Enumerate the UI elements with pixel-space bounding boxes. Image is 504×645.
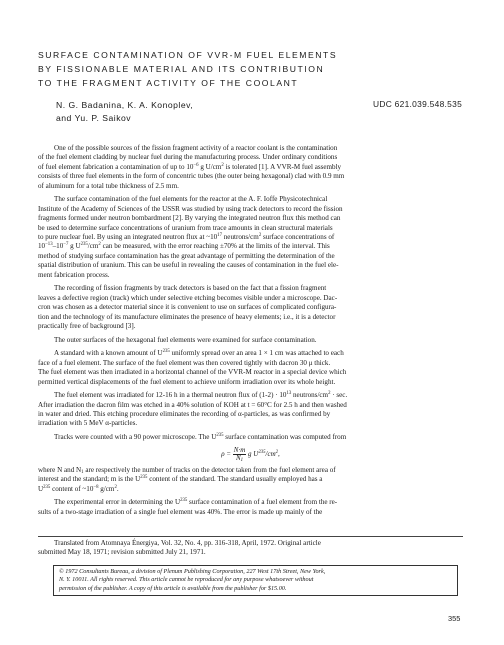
superscript: 2 (328, 391, 331, 397)
fraction-numerator: N·m (233, 445, 246, 454)
text: surface contamination was computed from (223, 433, 347, 442)
copyright-line: N. Y. 10011. All rights reserved. This article cannot be reproduced for any purpose whatsoever without (59, 576, 314, 584)
udc-code: UDC 621.039.548.535 (373, 99, 463, 109)
equation-fraction (233, 447, 246, 462)
p9-line: sults of a two-stage irradiation of a single fuel element was 40%. The error is made up mainly of the (38, 507, 323, 516)
superscript: 235 (140, 475, 148, 481)
p1-line: of aluminum for a total tube thickness of 2.5 mm. (38, 181, 179, 190)
subscript: 1 (240, 457, 244, 463)
superscript: 2 (98, 242, 101, 248)
translation-line: Translated from Atomnaya Énergiya, Vol. 32, No. 4, pp. 316-318, April, 1972. Original article (54, 539, 321, 547)
p2-line: The surface contamination of the fuel elements for the reactor at the A. F. Ioffe Physicotechnical (54, 195, 328, 204)
text: –10 (52, 242, 64, 251)
superscript: −6 (193, 162, 199, 168)
text: U (38, 484, 44, 493)
text: · sec. (330, 391, 348, 400)
text: g U/cm (200, 162, 222, 171)
copyright-line: permission of the publisher. A copy of this article is available from the publisher for $15.00. (59, 584, 287, 592)
paragraph-7 (38, 433, 463, 442)
p1-line: One of the possible sources of the fission fragment activity of a reactor coolant is the contamination (54, 144, 338, 152)
article-title (38, 48, 468, 90)
superscript: −7 (63, 242, 69, 248)
article-body (38, 144, 463, 521)
authors-line-1: N. G. Badanina, K. A. Konoplev, (56, 100, 194, 110)
equation (38, 447, 463, 462)
paragraph-5 (38, 349, 463, 387)
title-line-2: BY FISSIONABLE MATERIAL AND ITS CONTRIBUTION (38, 64, 325, 74)
copyright-box (53, 565, 458, 596)
p5-line: face of a fuel element. The surface of the fuel element was then covered tightly with dacron 30 μ thick. (38, 358, 331, 367)
superscript: −8 (93, 484, 99, 490)
p3-line: The recording of fission fragments by track detectors is based on the fact that a fission fragment (54, 284, 327, 293)
p2-line: fragments formed under neutron bombardment [2]. By varying the integrated neutron flux this method can (38, 214, 341, 223)
p3-line: cron was chosen as a detector material since it is convenient to use on surfaces of complicated configura- (38, 303, 337, 312)
text: can be measured, with the error reaching ±70% at the limits of the interval. This (100, 242, 330, 251)
p6-line: in water and dried. This etching procedure eliminates the recording of α-particles, as was confirmed by (38, 410, 331, 419)
paragraph-8 (38, 466, 463, 494)
superscript: 2 (258, 232, 262, 238)
superscript: 2 (221, 162, 224, 168)
p5-line: The fuel element was then irradiated in a horizontal channel of the VVR-M reactor in a special device which (38, 368, 347, 377)
text: of fuel element fabrication a contamination of up to 10 (38, 162, 194, 171)
text: content of the standard. The standard usually employed has a (147, 475, 323, 484)
text: The fuel element was irradiated for 12-16 h in a thermal neutron flux of (1-2) · 10 (54, 391, 287, 400)
paragraph-4 (38, 336, 463, 345)
text: surface contamination of a fuel element from the re- (187, 498, 338, 507)
p5-line: permitted vertical displacements of the fuel element to achieve uniform irradiation over its whole height. (38, 377, 336, 386)
p2-line: be used to determine surface concentrations of uranium from trace amounts in clean structural materials (38, 223, 333, 232)
superscript: 235 (43, 484, 51, 490)
text: uniformly spread over an area 1 × 1 cm was attached to each (169, 349, 344, 358)
superscript: 235 (180, 498, 188, 504)
text: N (235, 453, 241, 462)
superscript: 2 (114, 484, 117, 490)
page-number: 355 (448, 614, 461, 623)
text: surface concentrations of (261, 232, 335, 241)
p6-line: irradiation with 5 MeV α-particles. (38, 419, 138, 428)
text: is tolerated [1]. A VVR-M fuel assembly (223, 162, 342, 171)
text: /cm (87, 242, 99, 251)
p9-line (54, 498, 337, 506)
translation-note (38, 539, 463, 558)
paragraph-1 (38, 144, 463, 191)
superscript: 13 (286, 391, 292, 397)
paragraph-3 (38, 284, 463, 331)
p8-line (38, 485, 119, 493)
p2-line: Institute of the Academy of Sciences of the USSR was studied by using track detectors to record the fission (38, 204, 343, 213)
subscript: 1 (81, 469, 84, 475)
superscript: 235 (162, 349, 170, 355)
superscript: 2 (275, 449, 279, 455)
paragraph-9 (38, 498, 463, 517)
text: The experimental error in determining the U (54, 498, 181, 507)
text: to pure nuclear fuel. By using an integrated neutron flux at ~10 (38, 232, 218, 241)
authors-line-2: and Yu. P. Saikov (56, 113, 132, 123)
paragraph-6 (38, 391, 463, 429)
p6-line (54, 391, 347, 399)
text: A standard with a known amount of U (54, 349, 163, 358)
equation-lhs: ρ = (221, 449, 233, 458)
p7-line (54, 433, 346, 441)
p3-line: leaves a defective region (track) which under selective etching becomes visible under a microscope. Dac- (38, 293, 338, 302)
superscript: 235 (258, 449, 266, 455)
copyright-line: © 1972 Consultants Bureau, a division of Plenum Publishing Corporation, 227 West 17th Street, New York, (59, 568, 326, 575)
equation-rhs-unit: /cm (265, 449, 276, 458)
text: Tracks were counted with a 90 power microscope. The U (54, 433, 217, 442)
text: are respectively the number of tracks on the detector taken from the fuel element area of (83, 465, 336, 474)
text: neutrons/cm (291, 391, 329, 400)
p8-line (38, 466, 336, 474)
p5-line (54, 349, 344, 357)
text: neutrons/cm (221, 232, 259, 241)
text: g U (68, 242, 81, 251)
p2-line: spatial distribution of uranium. This can be useful in revealing the causes of contamination in the fuel ele- (38, 261, 339, 270)
p1-line: of the fuel element cladding by nuclear fuel during the manufacturing process. Under ordinary conditions (38, 153, 338, 162)
translation-line: submitted May 18, 1971; revision submitted July 21, 1971. (38, 548, 206, 557)
text: . (116, 484, 119, 493)
text: g/cm (98, 484, 115, 493)
footnote-divider (38, 536, 463, 537)
p1-line (38, 163, 341, 171)
text: 10 (38, 242, 46, 251)
text: interest and the standard; m is the U (38, 475, 141, 484)
p2-line: method of studying surface contamination has the great advantage of permitting the determination of the (38, 251, 335, 260)
p2-line (38, 233, 334, 241)
title-line-3: TO THE FRAGMENT ACTIVITY OF THE COOLANT (38, 78, 299, 88)
p2-line: ment fabrication process. (38, 270, 110, 279)
text: where N and N (38, 465, 82, 474)
p2-line (38, 242, 330, 250)
p4-line: The outer surfaces of the hexagonal fuel elements were examined for surface contamination. (54, 335, 317, 344)
superscript: −13 (45, 242, 53, 248)
title-line-1: SURFACE CONTAMINATION OF VVR-M FUEL ELEMENTS (38, 50, 338, 60)
equation-rhs: g U (246, 449, 259, 458)
text: content of ~10 (50, 484, 94, 493)
p6-line: After irradiation the dacron film was etched in a 40% solution of KOH at t = 60°C for 2.5 h and then washed (38, 400, 347, 409)
authors (56, 99, 193, 125)
paragraph-2 (38, 195, 463, 280)
superscript: 17 (217, 232, 222, 238)
p1-line: consists of three fuel elements in the form of concentric tubes (the outer being hexagonal) clad with 0.9 mm (38, 172, 345, 181)
p3-line: practically free of background [3]. (38, 321, 136, 330)
equation-comma: , (278, 449, 280, 458)
superscript: 235 (80, 242, 88, 248)
superscript: 235 (216, 433, 224, 439)
p8-line (38, 475, 322, 483)
fraction-denominator (233, 455, 246, 462)
p3-line: tion and the technology of its manufacture eliminates the presence of heavy elements; i.e., it is a detector (38, 312, 336, 321)
